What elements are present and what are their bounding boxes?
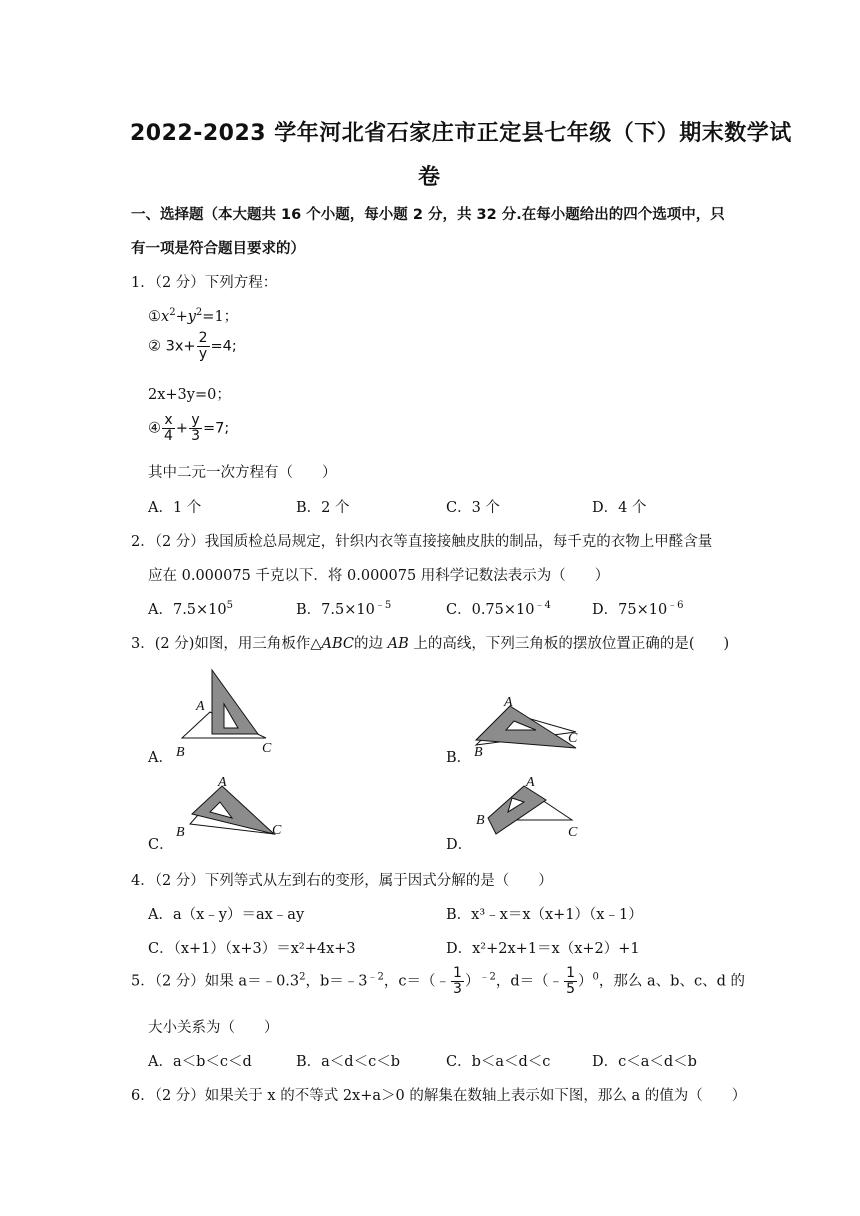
page-title: 2022-2023 学年河北省石家庄市正定县七年级（下）期末数学试 <box>130 121 792 146</box>
q5-fraction-d: $\frac{1}{5}$ <box>566 965 576 997</box>
label-b: B <box>176 745 185 760</box>
label-b: B <box>476 813 485 828</box>
q1-option-a[interactable]: A．1 个 <box>148 500 202 516</box>
q1-eq4-fraction-1: $\frac{x}{4}$ <box>164 412 173 444</box>
q3-option-a-label[interactable]: A． <box>148 750 173 766</box>
q4-option-d[interactable]: D．x²+2x+1＝x（x+2）+1 <box>446 941 640 957</box>
label-c: C <box>262 741 272 756</box>
q4-stem: 4．（2 分）下列等式从左到右的变形，属于因式分解的是（ ） <box>131 873 553 889</box>
q1-option-d[interactable]: D．4 个 <box>592 500 647 516</box>
label-b: B <box>474 745 483 758</box>
q1-option-b[interactable]: B．2 个 <box>296 500 350 516</box>
q1-eq4-fraction-2: $\frac{y}{3}$ <box>191 412 200 444</box>
q6-stem: 6．（2 分）如果关于 x 的不等式 2x+a＞0 的解集在数轴上表示如下图，那么 a 的值为（ ） <box>131 1088 747 1104</box>
q5-option-d[interactable]: D．c＜a＜d＜b <box>592 1054 697 1070</box>
q1-option-c[interactable]: C．3 个 <box>446 500 500 516</box>
label-b: B <box>176 825 185 840</box>
q2-stem-line2: 应在 0.000075 千克以下．将 0.000075 用科学记数法表示为（ ） <box>148 568 610 584</box>
set-square <box>488 786 546 834</box>
q1-eq2-fraction: $\frac{2}{y}$ <box>198 330 208 362</box>
label-c: C <box>272 823 282 838</box>
q1-ask: 其中二元一次方程有（ ） <box>148 465 337 481</box>
q5-stem-line1: 5．（2 分）如果 $a=﹣0.3^2$，$b=﹣3^{﹣2}$，c＝（﹣ $\frac{1}{3}$ ）$^{﹣2}$，d＝（﹣ $\frac{1}{5}$ ）$^0$，那么 a、b、c、d 的 <box>131 965 745 997</box>
q5-option-c[interactable]: C．b＜a＜d＜c <box>446 1054 551 1070</box>
q1-equation-3: 2x+3y=0； <box>148 387 231 403</box>
q3-stem: 3．(2 分)如图，用三角板作△ABC的边 AB 上的高线，下列三角板的摆放位置正确的是( ) <box>131 636 730 652</box>
label-c: C <box>568 731 578 746</box>
q2-option-b[interactable]: B．$7.5\times 10^{﹣5}$ <box>296 600 392 618</box>
q3-figure-a[interactable] <box>170 660 290 760</box>
q3-figure-c[interactable] <box>170 772 300 842</box>
q2-option-d[interactable]: D．$75\times 10^{﹣6}$ <box>592 600 684 618</box>
q4-option-b[interactable]: B．x³﹣x＝x（x+1）（x﹣1） <box>446 907 643 923</box>
q3-figure-d[interactable] <box>468 772 598 842</box>
label-c: C <box>568 825 578 840</box>
q4-option-c[interactable]: C．（x+1）（x+3）＝x²+4x+3 <box>148 941 356 957</box>
q5-option-a[interactable]: A．a＜b＜c＜d <box>148 1054 252 1070</box>
page-title-continued: 卷 <box>418 165 441 190</box>
q3-option-b-label[interactable]: B． <box>446 750 472 766</box>
label-a: A <box>504 695 513 710</box>
q5-fraction-c: $\frac{1}{3}$ <box>453 965 462 997</box>
set-square <box>192 786 274 834</box>
section-header-continued: 有一项是符合题目要求的） <box>131 241 305 257</box>
q3-option-c-label[interactable]: C． <box>148 837 174 853</box>
q1-equation-4: ④ $\frac{x}{4}$ + $\frac{y}{3}$ =7; <box>148 412 230 444</box>
q1-stem: 1．（2 分）下列方程： <box>131 275 278 291</box>
section-header: 一、选择题（本大题共 16 个小题，每小题 2 分，共 32 分.在每小题给出的四个选项中，只 <box>131 207 725 223</box>
q3-option-d-label[interactable]: D． <box>446 837 473 853</box>
q5-option-b[interactable]: B．a＜d＜c＜b <box>296 1054 400 1070</box>
q2-option-c[interactable]: C．$0.75\times 10^{﹣4}$ <box>446 600 551 618</box>
q1-equation-2: ② 3x+ $\frac{2}{y}$ =4; <box>148 330 237 362</box>
q2-option-a[interactable]: A．$7.5\times 10^5$ <box>148 600 234 618</box>
label-a: A <box>526 775 535 790</box>
q3-figure-b[interactable] <box>468 688 598 758</box>
q4-option-a[interactable]: A．a（x﹣y）＝ax﹣ay <box>148 907 305 923</box>
label-a: A <box>196 699 205 714</box>
q2-stem-line1: 2．（2 分）我国质检总局规定，针织内衣等直接接触皮肤的制品，每千克的衣物上甲醛含量 <box>131 534 713 550</box>
q1-equation-1: $①x^2+y^2=1$； <box>148 307 239 325</box>
q5-stem-line2: 大小关系为（ ） <box>148 1020 279 1036</box>
label-a: A <box>218 775 227 790</box>
